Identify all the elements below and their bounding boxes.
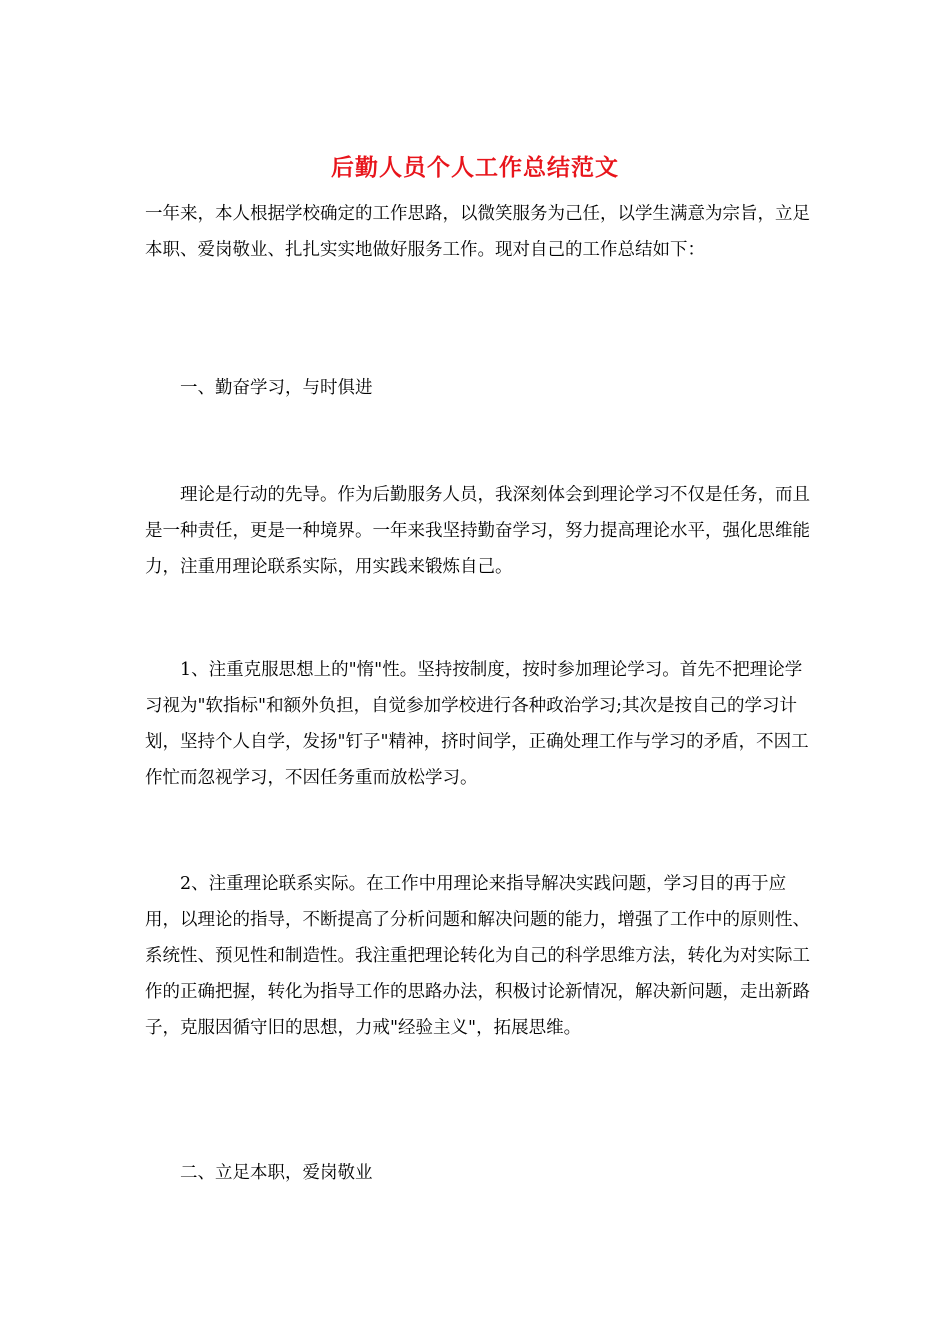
section-heading-1: 一、勤奋学习，与时俱进: [180, 378, 373, 398]
intro-paragraph: 一年来，本人根据学校确定的工作思路，以微笑服务为己任，以学生满意为宗旨，立足本职、爱岗敬业、扎扎实实地做好服务工作。现对自己的工作总结如下：: [145, 204, 810, 260]
section-heading-2: 二、立足本职，爱岗敬业: [180, 1163, 373, 1183]
item-1-paragraph: 1、注重克服思想上的"惰"性。坚持按制度，按时参加理论学习。首先不把理论学习视为"软指标"和额外负担，自觉参加学校进行各种政治学习;其次是按自己的学习计划，坚持个人自学，发扬"钉子"精神，挤时间学，正确处理工作与学习的矛盾，不因工作忙而忽视学习，不因任务重而放松学习。: [145, 660, 809, 788]
document-title: 后勤人员个人工作总结范文: [331, 154, 619, 181]
theory-paragraph: 理论是行动的先导。作为后勤服务人员，我深刻体会到理论学习不仅是任务，而且是一种责任，更是一种境界。一年来我坚持勤奋学习，努力提高理论水平，强化思维能力，注重用理论联系实际，用实践来锻炼自己。: [145, 485, 810, 577]
item-2-paragraph: 2、注重理论联系实际。在工作中用理论来指导解决实践问题，学习目的再于应用，以理论的指导，不断提高了分析问题和解决问题的能力，增强了工作中的原则性、系统性、预见性和制造性。我注重把理论转化为自己的科学思维方法，转化为对实际工作的正确把握，转化为指导工作的思路办法，积极讨论新情况，解决新问题，走出新路子，克服因循守旧的思想，力戒"经验主义"，拓展思维。: [145, 874, 810, 1038]
